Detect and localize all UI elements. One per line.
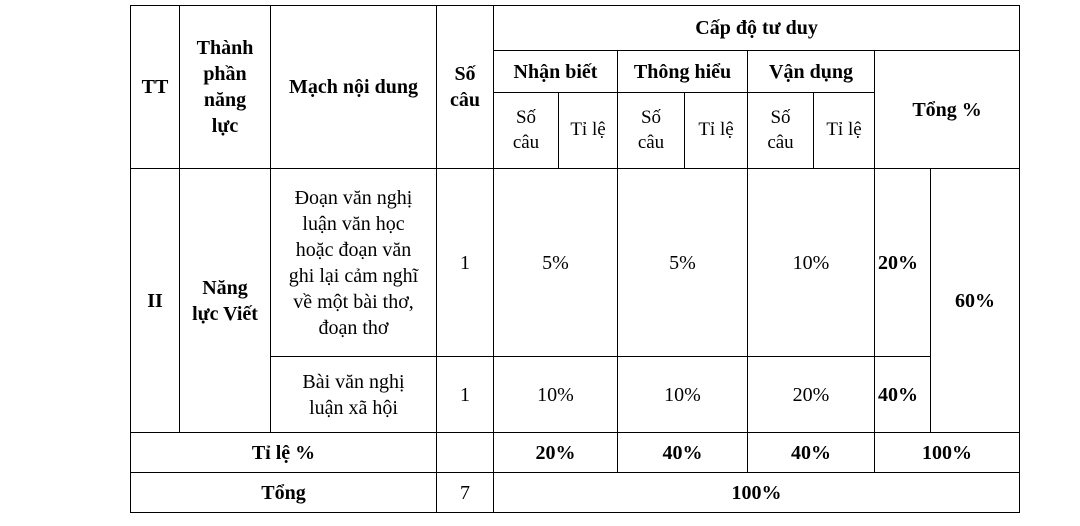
recognition-percent: 5% bbox=[494, 169, 618, 357]
header-competence-line: phần bbox=[203, 63, 247, 85]
sub-question-count-line: câu bbox=[512, 131, 540, 153]
sub-question-count bbox=[494, 93, 559, 169]
ratio-application: 40% bbox=[748, 433, 875, 473]
sub-question-count-line: Số bbox=[515, 106, 537, 128]
header-question-count-line: câu bbox=[450, 89, 480, 111]
sub-ratio: Tỉ lệ bbox=[685, 93, 748, 169]
sub-ratio: Tỉ lệ bbox=[814, 93, 875, 169]
assessment-matrix-table bbox=[130, 5, 1020, 513]
header-competence-line: Thành bbox=[196, 37, 254, 59]
section-competence-line: Năng bbox=[202, 276, 248, 299]
header-competence-line: năng bbox=[203, 89, 247, 111]
ratio-empty-cell bbox=[437, 433, 494, 473]
sub-question-count bbox=[748, 93, 814, 169]
section-competence bbox=[180, 169, 271, 433]
header-competence-line: lực bbox=[211, 115, 239, 137]
content-line: Bài văn nghị bbox=[302, 370, 405, 393]
header-tt: TT bbox=[131, 6, 180, 169]
sub-question-count-line: câu bbox=[767, 131, 794, 153]
header-thinking-level: Cấp độ tư duy bbox=[494, 6, 1020, 51]
sub-question-count-line: câu bbox=[637, 131, 665, 153]
content-line: đoạn thơ bbox=[318, 316, 389, 339]
header-question-count bbox=[437, 6, 494, 169]
sub-question-count bbox=[618, 93, 685, 169]
header-total-percent: Tổng % bbox=[875, 51, 1020, 169]
understanding-percent: 5% bbox=[618, 169, 748, 357]
content-line: ghi lại cảm nghĩ bbox=[288, 264, 419, 287]
header-question-count-line: Số bbox=[454, 63, 476, 85]
understanding-percent: 10% bbox=[618, 357, 748, 433]
row-total-percent: 40% bbox=[875, 357, 931, 433]
ratio-understanding: 40% bbox=[618, 433, 748, 473]
header-level-understanding: Thông hiểu bbox=[618, 51, 748, 93]
ratio-label: Tỉ lệ % bbox=[131, 433, 437, 473]
question-count: 1 bbox=[437, 357, 494, 433]
content-line: về một bài thơ, bbox=[293, 290, 414, 313]
content-strand bbox=[271, 169, 437, 357]
application-percent: 10% bbox=[748, 169, 875, 357]
table-row bbox=[131, 169, 1020, 357]
ratio-recognition: 20% bbox=[494, 433, 618, 473]
row-total-percent: 20% bbox=[875, 169, 931, 357]
recognition-percent: 10% bbox=[494, 357, 618, 433]
header-level-application: Vận dụng bbox=[748, 51, 875, 93]
ratio-total: 100% bbox=[875, 433, 1020, 473]
section-number: II bbox=[131, 169, 180, 433]
header-level-recognition: Nhận biết bbox=[494, 51, 618, 93]
application-percent: 20% bbox=[748, 357, 875, 433]
sub-question-count-line: Số bbox=[770, 106, 791, 128]
grand-total: 100% bbox=[494, 473, 1020, 513]
content-line: luận văn học bbox=[302, 212, 405, 235]
header-content-strand: Mạch nội dung bbox=[271, 6, 437, 169]
header-row-1 bbox=[131, 6, 1020, 51]
total-label: Tổng bbox=[131, 473, 437, 513]
content-line: Đoạn văn nghị bbox=[294, 186, 413, 209]
section-competence-line: lực Viết bbox=[192, 302, 258, 325]
sub-question-count-line: Số bbox=[640, 106, 662, 128]
total-question-count: 7 bbox=[437, 473, 494, 513]
ratio-row bbox=[131, 433, 1020, 473]
header-competence bbox=[180, 6, 271, 169]
question-count: 1 bbox=[437, 169, 494, 357]
section-total-percent: 60% bbox=[931, 169, 1020, 433]
content-line: luận xã hội bbox=[309, 396, 398, 419]
content-strand bbox=[271, 357, 437, 433]
content-line: hoặc đoạn văn bbox=[295, 238, 412, 261]
sub-ratio: Tỉ lệ bbox=[559, 93, 618, 169]
total-row bbox=[131, 473, 1020, 513]
